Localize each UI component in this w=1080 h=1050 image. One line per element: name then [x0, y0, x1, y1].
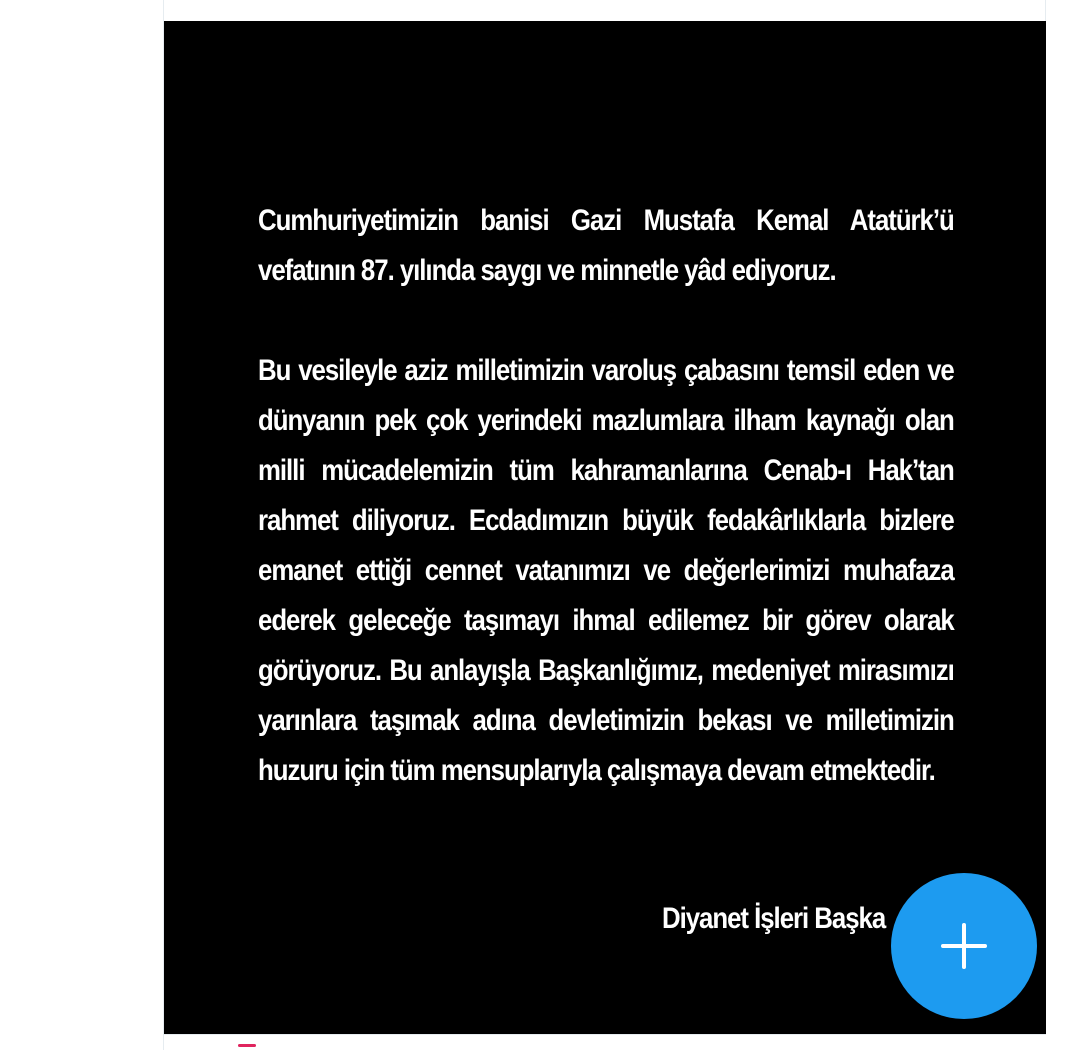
plus-icon [941, 923, 987, 969]
post-signature: Diyanet İşleri Başka [662, 902, 886, 935]
post-message [258, 196, 954, 846]
post-image[interactable] [164, 21, 1046, 1034]
next-post-edge [164, 1034, 1046, 1050]
message-paragraph-1: Cumhuriyetimizin banisi Gazi Mustafa Kemal Atatürk’ü vefatının 87. yılında saygı ve minnetle yâd ediyoruz. [258, 204, 954, 287]
message-paragraph-2: Bu vesileyle aziz milletimizin varoluş çabasını temsil eden ve dünyanın pek çok yerindeki mazlumlara ilham kaynağı olan milli mücadelemizin tüm kahramanlarına Cenab-ı Hak’tan rahmet diliyoruz. Ecdadımızın büyük fedakârlıklarla bizlere emanet ettiği cennet vatanımızı ve değerlerimizi muhafaza ederek geleceğe taşımayı ihmal edilemez bir görev olarak görüyoruz. Bu anlayışla Başkanlığımız, medeniyet mirasımızı yarınlara taşımak adına devletimizin bekası ve milletimizin huzuru için tüm mensuplarıyla çalışmaya devam etmektedir. [258, 354, 954, 787]
red-indicator [238, 1044, 256, 1047]
compose-button[interactable] [891, 873, 1037, 1019]
